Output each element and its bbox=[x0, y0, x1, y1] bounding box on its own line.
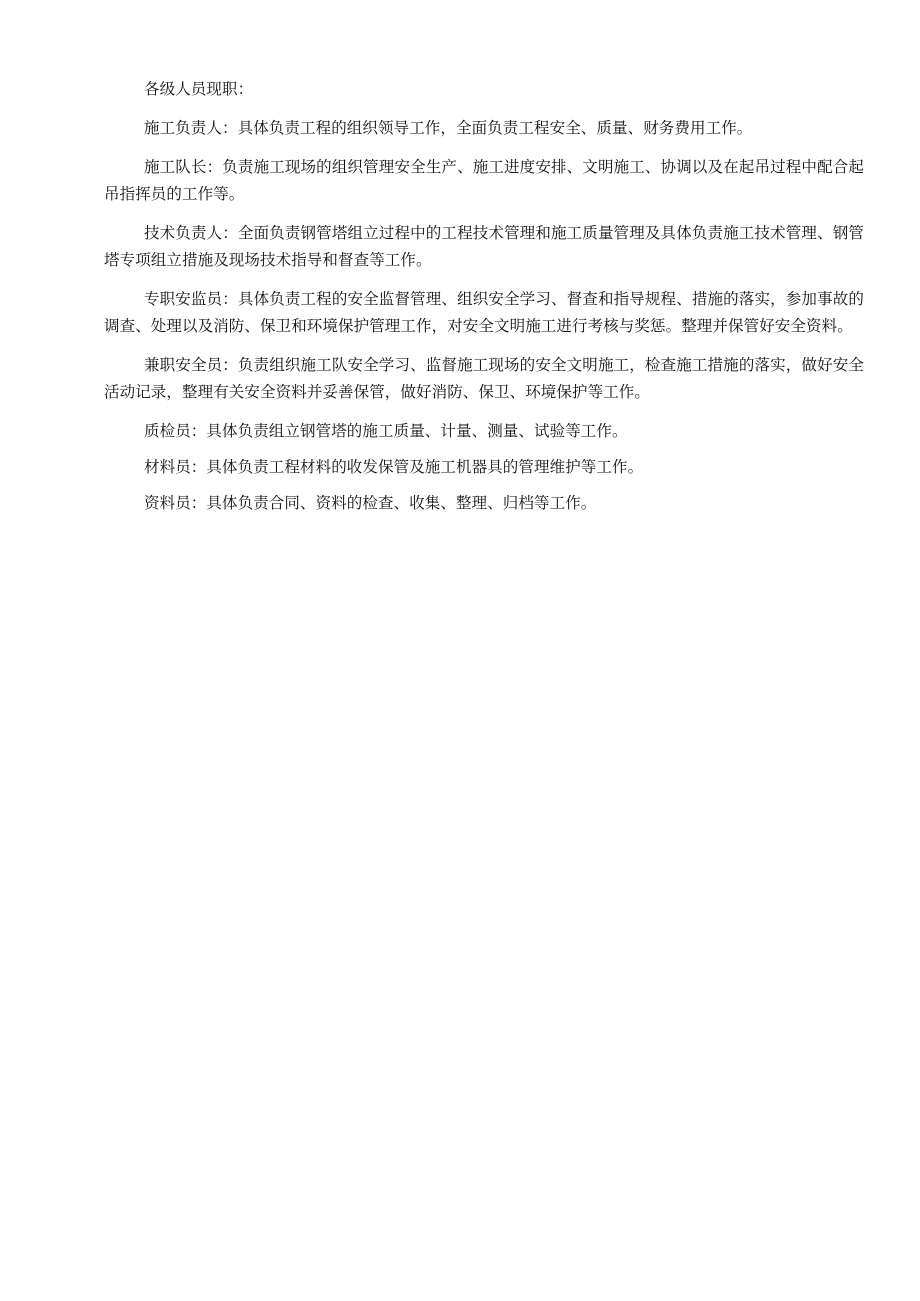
document-body bbox=[104, 76, 864, 526]
paragraph-safety-supervisor: 专职安监员：具体负责工程的安全监督管理、组织安全学习、督查和指导规程、措施的落实，参加事故的调查、处理以及消防、保卫和环境保护管理工作，对安全文明施工进行考核与奖惩。整理并保管好安全资料。 bbox=[104, 290, 864, 335]
paragraph-quality-inspector: 质检员：具体负责组立钢管塔的施工质量、计量、测量、试验等工作。 bbox=[144, 422, 628, 440]
paragraph-team-captain: 施工队长：负责施工现场的组织管理安全生产、施工进度安排、文明施工、协调以及在起吊过程中配合起吊指挥员的工作等。 bbox=[104, 158, 864, 203]
paragraph-part-time-safety-officer: 兼职安全员：负责组织施工队安全学习、监督施工现场的安全文明施工，检查施工措施的落实，做好安全活动记录，整理有关安全资料并妥善保管，做好消防、保卫、环境保护等工作。 bbox=[104, 356, 864, 401]
paragraph-technical-leader: 技术负责人：全面负责钢管塔组立过程中的工程技术管理和施工质量管理及具体负责施工技术管理、钢管塔专项组立措施及现场技术指导和督查等工作。 bbox=[104, 224, 864, 269]
paragraph-records-officer: 资料员：具体负责合同、资料的检查、收集、整理、归档等工作。 bbox=[144, 494, 597, 512]
paragraph-construction-leader: 施工负责人：具体负责工程的组织领导工作，全面负责工程安全、质量、财务费用工作。 bbox=[144, 119, 753, 137]
paragraph-materials-officer: 材料员：具体负责工程材料的收发保管及施工机器具的管理维护等工作。 bbox=[144, 458, 644, 476]
section-heading: 各级人员现职： bbox=[144, 80, 254, 98]
